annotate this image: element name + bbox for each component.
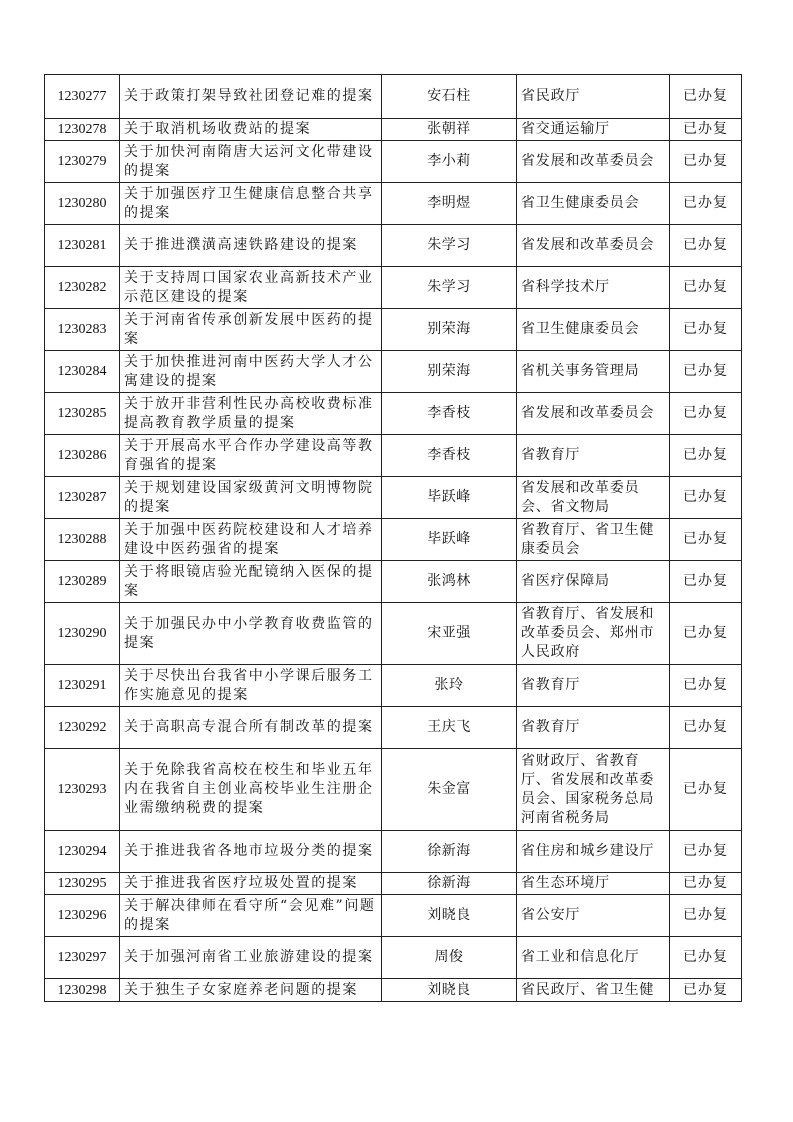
proposal-id: 1230278 [57,122,107,137]
proposal-title: 关于高职高专混合所有制改革的提案 [124,719,374,735]
proposer-name: 别荣海 [427,321,471,337]
table-row [45,351,742,393]
proposal-title-cell [120,393,382,435]
proposal-title: 关于尽快出台我省中小学课后服务工作实施意见的提案 [124,667,374,703]
handling-department-cell [517,603,670,665]
proposer-name-cell [382,895,517,937]
table-row [45,119,742,141]
handling-department: 省交通运输厅 [521,121,610,137]
proposal-id: 1230293 [57,782,107,797]
handling-department-cell [517,749,670,831]
proposal-title-cell [120,707,382,749]
proposal-id-cell [45,477,120,519]
handling-department: 省公安厅 [521,907,581,923]
proposal-id-cell [45,119,120,141]
status-cell [670,435,742,477]
table-row [45,561,742,603]
proposal-title: 关于规划建设国家级黄河文明博物院的提案 [124,479,374,515]
handling-department-cell [517,707,670,749]
handling-department-cell [517,937,670,979]
table-row [45,225,742,267]
status-cell [670,351,742,393]
proposer-name: 刘晓良 [427,981,471,998]
status-cell [670,749,742,831]
proposal-title: 关于推进濮潢高速铁路建设的提案 [124,237,358,253]
status-cell [670,393,742,435]
proposer-name: 李明煜 [427,195,471,211]
proposer-name: 李香枝 [427,405,471,421]
proposer-name-cell [382,119,517,141]
status: 已办复 [683,719,728,735]
status-cell [670,895,742,937]
status-cell [670,183,742,225]
status: 已办复 [683,88,728,104]
proposal-title-cell [120,937,382,979]
status: 已办复 [683,195,728,211]
proposal-title-cell [120,351,382,393]
proposal-id: 1230285 [57,406,107,421]
proposal-title: 关于推进我省各地市垃圾分类的提案 [124,843,374,859]
proposal-title-cell [120,561,382,603]
proposal-id-cell [45,519,120,561]
proposal-id-cell [45,75,120,119]
status-cell [670,979,742,1002]
status-cell [670,477,742,519]
proposal-id: 1230289 [57,574,107,589]
proposal-title: 关于取消机场收费站的提案 [124,121,312,137]
status: 已办复 [683,875,728,891]
table-row [45,749,742,831]
proposal-title: 关于支持周口国家农业高新技术产业示范区建设的提案 [124,269,374,305]
proposer-name: 朱学习 [427,237,471,253]
proposer-name: 毕跃峰 [427,531,471,547]
proposal-title-cell [120,873,382,895]
proposer-name: 王庆飞 [427,719,471,735]
handling-department: 省教育厅 [521,677,581,693]
proposal-title-cell [120,749,382,831]
proposal-title-cell [120,519,382,561]
proposer-name: 张玲 [434,677,464,693]
proposer-name: 朱学习 [427,279,471,295]
proposer-name-cell [382,75,517,119]
table-row [45,519,742,561]
status: 已办复 [683,447,728,463]
status: 已办复 [683,153,728,169]
handling-department: 省工业和信息化厅 [521,949,640,965]
handling-department-cell [517,519,670,561]
proposal-title: 关于开展高水平合作办学建设高等教育强省的提案 [124,437,374,473]
handling-department: 省民政厅 [521,88,581,104]
table-row [45,895,742,937]
status-cell [670,561,742,603]
proposals-table [44,74,742,1002]
handling-department-cell [517,393,670,435]
proposal-title-cell [120,665,382,707]
proposal-id-cell [45,665,120,707]
proposer-name: 别荣海 [427,363,471,379]
proposal-title: 关于将眼镜店验光配镜纳入医保的提案 [124,563,374,599]
proposal-id-cell [45,561,120,603]
handling-department-cell [517,267,670,309]
proposer-name-cell [382,665,517,707]
proposal-id: 1230298 [57,982,107,998]
proposal-id-cell [45,225,120,267]
proposal-id-cell [45,873,120,895]
status-cell [670,937,742,979]
status: 已办复 [683,489,728,505]
proposal-title-cell [120,603,382,665]
proposer-name: 徐新海 [427,843,471,859]
proposer-name-cell [382,435,517,477]
table-row [45,183,742,225]
status-cell [670,831,742,873]
proposal-id-cell [45,267,120,309]
proposal-title: 关于独生子女家庭养老问题的提案 [124,981,358,998]
handling-department: 省教育厅 [521,719,581,735]
status-cell [670,75,742,119]
proposer-name-cell [382,183,517,225]
table-row [45,707,742,749]
status: 已办复 [683,237,728,253]
proposal-id: 1230294 [57,844,107,859]
proposal-title: 关于加强医疗卫生健康信息整合共享的提案 [124,185,374,221]
table-row [45,937,742,979]
proposer-name: 宋亚强 [427,625,471,641]
proposer-name: 周俊 [434,949,464,965]
proposal-title-cell [120,183,382,225]
proposal-id: 1230281 [57,238,107,253]
proposal-title: 关于加快推进河南中医药大学人才公寓建设的提案 [124,353,374,389]
handling-department-cell [517,225,670,267]
proposal-id: 1230283 [57,322,107,337]
handling-department-cell [517,831,670,873]
status: 已办复 [683,121,728,137]
proposal-id-cell [45,895,120,937]
status-cell [670,309,742,351]
status: 已办复 [683,531,728,547]
proposal-title-cell [120,979,382,1002]
table-row [45,141,742,183]
proposal-title-cell [120,477,382,519]
proposal-id: 1230284 [57,364,107,379]
proposer-name-cell [382,309,517,351]
status: 已办复 [683,405,728,421]
handling-department-cell [517,895,670,937]
proposal-id: 1230290 [57,626,107,641]
proposal-id-cell [45,309,120,351]
proposal-id-cell [45,393,120,435]
status: 已办复 [683,981,728,998]
proposal-id-cell [45,707,120,749]
handling-department: 省发展和改革委员会、省文物局 [521,479,640,515]
status-cell [670,267,742,309]
handling-department-cell [517,309,670,351]
table-row [45,435,742,477]
proposal-title-cell [120,141,382,183]
proposal-title: 关于加强河南省工业旅游建设的提案 [124,949,374,965]
handling-department-cell [517,351,670,393]
status: 已办复 [683,781,728,797]
status: 已办复 [683,625,728,641]
proposal-title: 关于加强民办中小学教育收费监管的提案 [124,615,374,651]
proposal-id: 1230295 [57,876,107,891]
handling-department-cell [517,435,670,477]
proposer-name: 张朝祥 [427,121,471,137]
proposer-name-cell [382,225,517,267]
proposal-id-cell [45,603,120,665]
handling-department-cell [517,477,670,519]
handling-department-cell [517,979,670,1002]
proposal-id: 1230288 [57,532,107,547]
proposer-name-cell [382,749,517,831]
handling-department: 省生态环境厅 [521,875,610,891]
proposal-id: 1230282 [57,280,107,295]
proposal-id: 1230277 [57,89,107,104]
proposer-name: 张鸿林 [427,573,471,589]
proposer-name: 朱金富 [427,781,471,797]
proposal-title-cell [120,75,382,119]
proposal-id: 1230291 [57,678,107,693]
handling-department: 省机关事务管理局 [521,363,640,379]
handling-department-cell [517,119,670,141]
proposal-id: 1230292 [57,720,107,735]
handling-department: 省住房和城乡建设厅 [521,843,655,859]
proposal-id-cell [45,979,120,1002]
status: 已办复 [683,363,728,379]
proposal-id-cell [45,183,120,225]
handling-department: 省发展和改革委员会 [521,237,655,253]
proposer-name-cell [382,979,517,1002]
proposer-name-cell [382,831,517,873]
status: 已办复 [683,949,728,965]
handling-department-cell [517,665,670,707]
handling-department-cell [517,75,670,119]
status: 已办复 [683,573,728,589]
handling-department: 省医疗保障局 [521,573,610,589]
table-row [45,831,742,873]
table-row [45,477,742,519]
proposer-name: 刘晓良 [427,907,471,923]
proposer-name-cell [382,477,517,519]
handling-department: 省发展和改革委员会 [521,405,655,421]
table-row [45,603,742,665]
proposal-title: 关于推进我省医疗垃圾处置的提案 [124,875,358,891]
proposal-title: 关于解决律师在看守所“会见难”问题的提案 [124,897,376,933]
proposal-id-cell [45,749,120,831]
handling-department: 省科学技术厅 [521,279,610,295]
proposer-name-cell [382,873,517,895]
handling-department: 省卫生健康委员会 [521,321,640,337]
status: 已办复 [683,321,728,337]
table-row [45,393,742,435]
proposal-id: 1230287 [57,490,107,505]
table-row [45,309,742,351]
handling-department-cell [517,561,670,603]
status: 已办复 [683,843,728,859]
status-cell [670,519,742,561]
status-cell [670,225,742,267]
status: 已办复 [683,279,728,295]
proposer-name: 徐新海 [427,875,471,891]
proposer-name: 安石柱 [427,88,471,104]
proposal-title-cell [120,225,382,267]
proposer-name: 李香枝 [427,447,471,463]
table-row [45,75,742,119]
handling-department-cell [517,873,670,895]
proposal-title: 关于加快河南隋唐大运河文化带建设的提案 [124,143,374,179]
proposal-title-cell [120,119,382,141]
proposal-title: 关于加强中医药院校建设和人才培养建设中医药强省的提案 [124,521,374,557]
proposal-id: 1230297 [57,950,107,965]
proposal-title-cell [120,831,382,873]
table-row [45,979,742,1002]
proposals-table-body [45,75,742,1002]
handling-department: 省发展和改革委员会 [521,153,655,169]
proposer-name-cell [382,141,517,183]
proposal-title: 关于河南省传承创新发展中医药的提案 [124,311,374,347]
proposer-name-cell [382,351,517,393]
proposer-name-cell [382,393,517,435]
handling-department-cell [517,141,670,183]
status-cell [670,707,742,749]
proposal-title-cell [120,267,382,309]
handling-department: 省教育厅、省卫生健康委员会 [521,521,655,557]
handling-department: 省教育厅、省发展和改革委员会、郑州市人民政府 [521,606,655,660]
proposal-title-cell [120,435,382,477]
status-cell [670,119,742,141]
table-row [45,267,742,309]
table-row [45,873,742,895]
proposal-id-cell [45,831,120,873]
status: 已办复 [683,677,728,693]
proposer-name-cell [382,937,517,979]
handling-department-cell [517,183,670,225]
proposer-name: 李小莉 [427,153,471,169]
handling-department: 省卫生健康委员会 [521,195,640,211]
status-cell [670,873,742,895]
proposer-name-cell [382,707,517,749]
proposal-id-cell [45,937,120,979]
status-cell [670,603,742,665]
proposal-id-cell [45,435,120,477]
proposer-name-cell [382,267,517,309]
handling-department: 省民政厅、省卫生健 [521,981,655,998]
status: 已办复 [683,907,728,923]
handling-department: 省教育厅 [521,447,581,463]
status-cell [670,665,742,707]
proposer-name-cell [382,603,517,665]
proposal-id: 1230280 [57,196,107,211]
handling-department: 省财政厅、省教育厅、省发展和改革委员会、国家税务总局河南省税务局 [521,752,655,826]
table-row [45,665,742,707]
proposal-title: 关于免除我省高校在校生和毕业五年内在我省自主创业高校毕业生注册企业需缴纳税费的提案 [124,762,374,816]
proposal-title: 关于放开非营利性民办高校收费标准提高教育教学质量的提案 [124,395,374,431]
proposal-id: 1230279 [57,154,107,169]
proposal-title: 关于政策打架导致社团登记难的提案 [124,88,374,104]
proposal-id-cell [45,351,120,393]
proposal-id: 1230296 [57,908,107,923]
proposer-name: 毕跃峰 [427,489,471,505]
status-cell [670,141,742,183]
proposal-title-cell [120,895,382,937]
proposal-id: 1230286 [57,448,107,463]
proposer-name-cell [382,561,517,603]
proposer-name-cell [382,519,517,561]
proposal-title-cell [120,309,382,351]
proposal-id-cell [45,141,120,183]
